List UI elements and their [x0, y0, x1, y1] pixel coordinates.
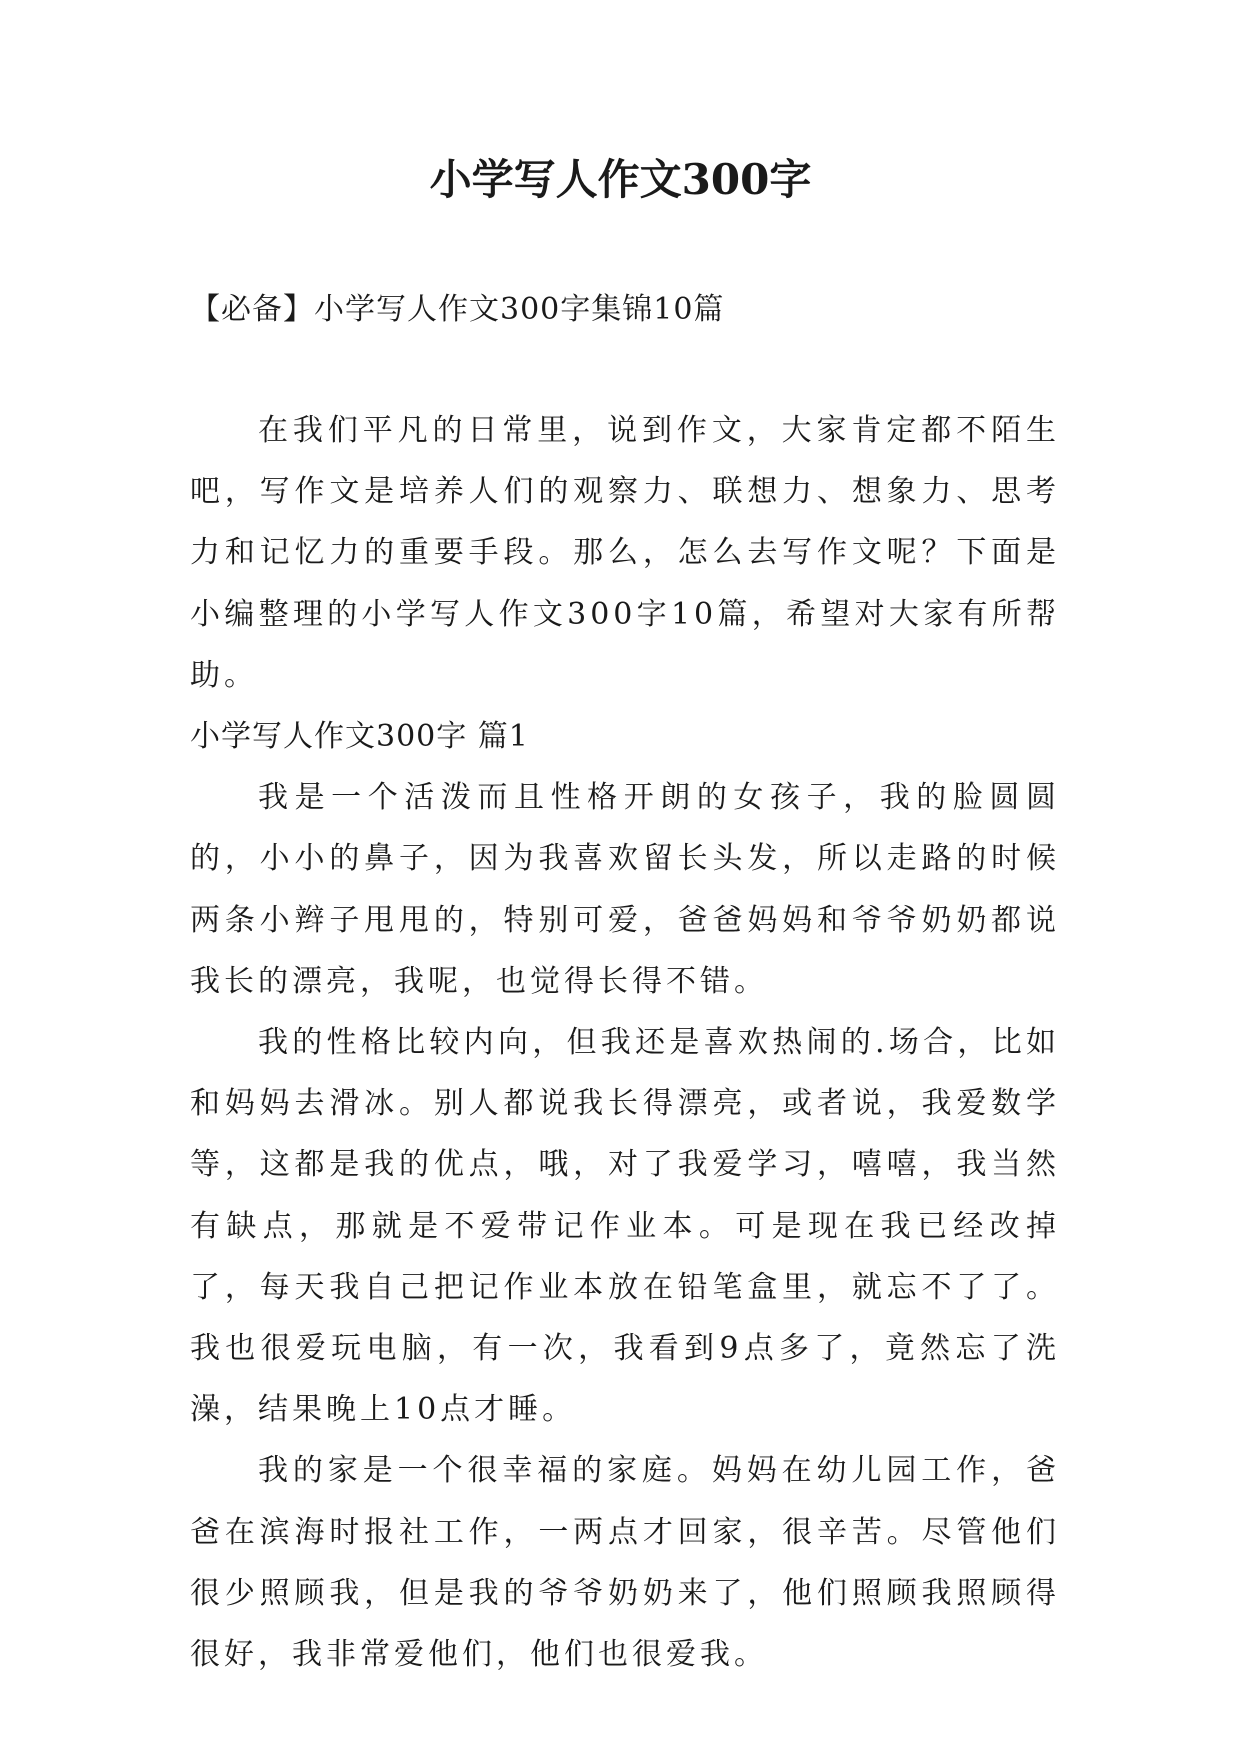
body-paragraph: 我的性格比较内向，但我还是喜欢热闹的.场合，比如和妈妈去滑冰。别人都说我长得漂亮，或者说，我爱数学等，这都是我的优点，哦，对了我爱学习，嘻嘻，我当然有缺点，那就是不爱带记作业本。可是现在我已经改掉了，每天我自己把记作业本放在铅笔盒里，就忘不了了。我也很爱玩电脑，有一次，我看到9点多了，竟然忘了洗澡，结果晚上10点才睡。: [190, 1025, 1060, 1428]
document-title: 小学写人作文300字: [429, 155, 812, 204]
document-body: [190, 400, 1060, 1685]
section-heading: 小学写人作文300字 篇1: [190, 719, 529, 755]
body-paragraph: 我是一个活泼而且性格开朗的女孩子，我的脸圆圆的，小小的鼻子，因为我喜欢留长头发，所以走路的时候两条小辫子甩甩的，特别可爱，爸爸妈妈和爷爷奶奶都说我长的漂亮，我呢，也觉得长得不错。: [190, 780, 1060, 999]
intro-paragraph: 在我们平凡的日常里，说到作文，大家肯定都不陌生吧，写作文是培养人们的观察力、联想力、想象力、思考力和记忆力的重要手段。那么，怎么去写作文呢？下面是小编整理的小学写人作文300字10篇，希望对大家有所帮助。: [190, 413, 1060, 693]
body-paragraph: 我的家是一个很幸福的家庭。妈妈在幼儿园工作，爸爸在滨海时报社工作，一两点才回家，很辛苦。尽管他们很少照顾我，但是我的爷爷奶奶来了，他们照顾我照顾得很好，我非常爱他们，他们也很爱我。: [190, 1453, 1060, 1673]
document-subtitle: 【必备】小学写人作文300字集锦10篇: [190, 292, 725, 327]
